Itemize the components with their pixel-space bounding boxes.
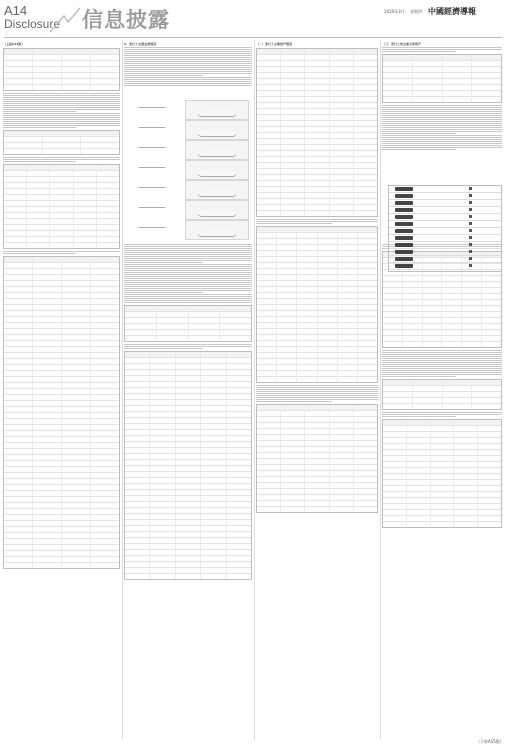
issue-weekday: 星期四	[410, 9, 422, 14]
column-divider	[122, 40, 123, 740]
data-table	[256, 226, 378, 383]
data-table	[382, 54, 502, 103]
signature-image	[395, 229, 413, 233]
issue-date: 2020年3月	[384, 9, 405, 14]
section-title: 信息披露	[82, 8, 170, 32]
continued-label: （下转A15版）	[476, 739, 504, 744]
signature-image	[395, 201, 413, 205]
masthead	[0, 0, 506, 40]
signature-image	[395, 250, 413, 254]
data-table	[124, 305, 252, 342]
signature-row	[389, 193, 501, 200]
column-heading: （三）发行人的主要无形资产	[382, 42, 422, 46]
check-mark-icon	[469, 229, 472, 232]
check-mark-icon	[469, 208, 472, 211]
signature-row	[389, 263, 501, 270]
signature-row	[389, 200, 501, 207]
data-table	[382, 419, 502, 528]
check-mark-icon	[469, 236, 472, 239]
signature-image	[395, 257, 413, 261]
column-heading: 2、发行人主营业务情况	[124, 42, 157, 46]
column-4	[382, 40, 502, 740]
check-mark-icon	[469, 201, 472, 204]
check-mark-icon	[469, 187, 472, 190]
signature-image	[395, 208, 413, 212]
column-1	[3, 40, 120, 740]
column-divider	[254, 40, 255, 740]
signature-image	[395, 215, 413, 219]
signature-row	[389, 214, 501, 221]
data-table	[256, 404, 378, 513]
data-table	[3, 48, 120, 91]
check-mark-icon	[469, 222, 472, 225]
masthead-divider	[4, 37, 502, 38]
data-table	[3, 130, 120, 155]
signature-image	[395, 194, 413, 198]
data-table	[3, 256, 120, 569]
signature-row	[389, 256, 501, 263]
signature-row	[389, 235, 501, 242]
signature-row	[389, 249, 501, 256]
data-table	[3, 164, 120, 249]
section-english: Disclosure	[4, 17, 61, 31]
check-mark-icon	[469, 194, 472, 197]
chevron-line-icon	[50, 6, 80, 34]
signature-row	[389, 242, 501, 249]
signature-image	[395, 264, 413, 268]
signature-row	[389, 186, 501, 193]
newspaper-logo: 中國經濟導報	[428, 6, 476, 16]
check-mark-icon	[469, 264, 472, 267]
signature-table	[388, 185, 502, 272]
column-heading: （上接A13版）	[3, 42, 25, 46]
check-mark-icon	[469, 243, 472, 246]
check-mark-icon	[469, 250, 472, 253]
page-number: A14	[4, 3, 28, 18]
data-table	[382, 379, 502, 410]
column-heading: （二）发行人主要资产情况	[256, 42, 293, 46]
signature-image	[395, 243, 413, 247]
signature-row	[389, 207, 501, 214]
check-mark-icon	[469, 215, 472, 218]
data-table	[256, 48, 378, 217]
product-figure	[135, 100, 250, 250]
signature-row	[389, 221, 501, 228]
check-mark-icon	[469, 257, 472, 260]
signature-image	[395, 187, 413, 191]
signature-image	[395, 236, 413, 240]
signature-row	[389, 228, 501, 235]
data-table	[124, 351, 252, 580]
column-divider	[380, 40, 381, 740]
signature-image	[395, 222, 413, 226]
column-3	[256, 40, 378, 740]
